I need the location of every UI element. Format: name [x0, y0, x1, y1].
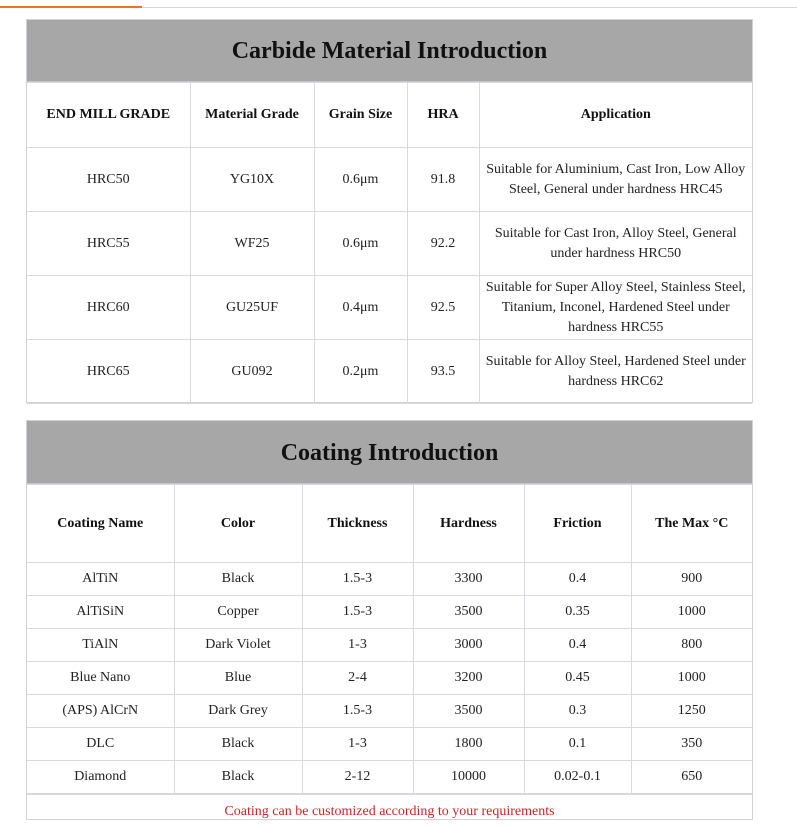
grade-cell: HRC50	[27, 148, 190, 212]
coating-card	[26, 420, 753, 820]
hardness-cell: 3500	[413, 695, 524, 728]
thickness-cell: 1-3	[302, 728, 413, 761]
table-row	[27, 695, 752, 728]
carbide-header-cell: END MILL GRADE	[27, 83, 190, 148]
coating-header-cell: The Max °C	[631, 485, 752, 563]
hardness-cell: 10000	[413, 761, 524, 794]
carbide-header-row	[27, 83, 752, 148]
coating-name-cell: AlTiSiN	[27, 596, 174, 629]
hra-cell: 93.5	[407, 340, 479, 404]
max-temp-cell: 1250	[631, 695, 752, 728]
hra-cell: 92.5	[407, 276, 479, 340]
thickness-cell: 1.5-3	[302, 596, 413, 629]
carbide-header-cell: Material Grade	[190, 83, 314, 148]
color-cell: Black	[174, 761, 302, 794]
table-row	[27, 761, 752, 794]
material-cell: WF25	[190, 212, 314, 276]
grain-cell: 0.6μm	[314, 148, 407, 212]
table-row	[27, 629, 752, 662]
application-cell: Suitable for Super Alloy Steel, Stainless Steel, Titanium, Inconel, Hardened Steel under hardness HRC55	[479, 276, 752, 340]
application-cell: Suitable for Cast Iron, Alloy Steel, General under hardness HRC50	[479, 212, 752, 276]
hardness-cell: 1800	[413, 728, 524, 761]
max-temp-cell: 900	[631, 563, 752, 596]
table-row	[27, 148, 752, 212]
color-cell: Black	[174, 563, 302, 596]
table-row	[27, 340, 752, 404]
grain-cell: 0.6μm	[314, 212, 407, 276]
table-row	[27, 662, 752, 695]
max-temp-cell: 1000	[631, 662, 752, 695]
coating-name-cell: DLC	[27, 728, 174, 761]
material-cell: YG10X	[190, 148, 314, 212]
material-cell: GU092	[190, 340, 314, 404]
table-row	[27, 276, 752, 340]
coating-section-title: Coating Introduction	[27, 421, 752, 484]
table-row	[27, 596, 752, 629]
coating-customization-note: Coating can be customized according to your requirements	[27, 794, 752, 827]
coating-table	[27, 484, 752, 794]
coating-header-cell: Color	[174, 485, 302, 563]
carbide-material-card	[26, 19, 753, 403]
coating-name-cell: Blue Nano	[27, 662, 174, 695]
friction-cell: 0.35	[524, 596, 631, 629]
friction-cell: 0.45	[524, 662, 631, 695]
hardness-cell: 3000	[413, 629, 524, 662]
color-cell: Black	[174, 728, 302, 761]
table-row	[27, 212, 752, 276]
color-cell: Dark Violet	[174, 629, 302, 662]
color-cell: Dark Grey	[174, 695, 302, 728]
friction-cell: 0.02-0.1	[524, 761, 631, 794]
active-tab-indicator	[0, 6, 142, 8]
coating-header-cell: Hardness	[413, 485, 524, 563]
grade-cell: HRC55	[27, 212, 190, 276]
hardness-cell: 3200	[413, 662, 524, 695]
friction-cell: 0.4	[524, 563, 631, 596]
color-cell: Blue	[174, 662, 302, 695]
coating-name-cell: Diamond	[27, 761, 174, 794]
hra-cell: 91.8	[407, 148, 479, 212]
coating-header-row	[27, 485, 752, 563]
max-temp-cell: 350	[631, 728, 752, 761]
coating-name-cell: TiAlN	[27, 629, 174, 662]
thickness-cell: 1-3	[302, 629, 413, 662]
carbide-header-cell: HRA	[407, 83, 479, 148]
friction-cell: 0.4	[524, 629, 631, 662]
thickness-cell: 1.5-3	[302, 695, 413, 728]
color-cell: Copper	[174, 596, 302, 629]
max-temp-cell: 650	[631, 761, 752, 794]
hardness-cell: 3300	[413, 563, 524, 596]
carbide-section-title: Carbide Material Introduction	[27, 20, 752, 82]
thickness-cell: 1.5-3	[302, 563, 413, 596]
application-cell: Suitable for Alloy Steel, Hardened Steel under hardness HRC62	[479, 340, 752, 404]
thickness-cell: 2-4	[302, 662, 413, 695]
grain-cell: 0.4μm	[314, 276, 407, 340]
coating-header-cell: Coating Name	[27, 485, 174, 563]
hra-cell: 92.2	[407, 212, 479, 276]
coating-header-cell: Thickness	[302, 485, 413, 563]
friction-cell: 0.1	[524, 728, 631, 761]
max-temp-cell: 800	[631, 629, 752, 662]
table-row	[27, 728, 752, 761]
carbide-table	[27, 82, 752, 404]
material-cell: GU25UF	[190, 276, 314, 340]
grade-cell: HRC65	[27, 340, 190, 404]
coating-header-cell: Friction	[524, 485, 631, 563]
max-temp-cell: 1000	[631, 596, 752, 629]
grade-cell: HRC60	[27, 276, 190, 340]
coating-name-cell: (APS) AlCrN	[27, 695, 174, 728]
grain-cell: 0.2μm	[314, 340, 407, 404]
thickness-cell: 2-12	[302, 761, 413, 794]
table-row	[27, 563, 752, 596]
carbide-header-cell: Application	[479, 83, 752, 148]
friction-cell: 0.3	[524, 695, 631, 728]
application-cell: Suitable for Aluminium, Cast Iron, Low Alloy Steel, General under hardness HRC45	[479, 148, 752, 212]
hardness-cell: 3500	[413, 596, 524, 629]
carbide-header-cell: Grain Size	[314, 83, 407, 148]
coating-name-cell: AlTiN	[27, 563, 174, 596]
